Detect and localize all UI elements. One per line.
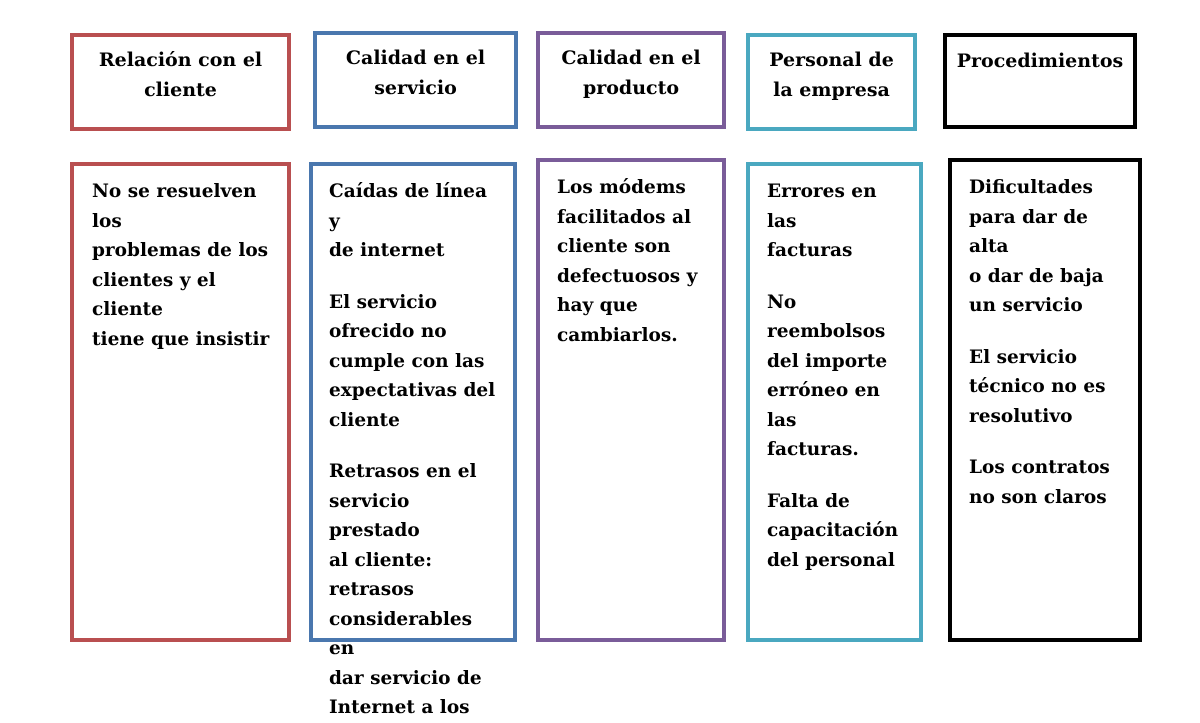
item-relacion-1: No se resuelven los problemas de los clientes y el cliente tiene que insistir <box>92 181 270 350</box>
header-label-calidad-producto: Calidad en el producto <box>561 47 701 99</box>
item-producto-1: Los módems facilitados al cliente son defectuosos y hay que cambiarlos. <box>557 177 698 346</box>
item-procedimientos-2: El servicio técnico no es resolutivo <box>969 346 1106 427</box>
item-personal-2: No reembolsos del importe erróneo en las facturas. <box>767 291 888 460</box>
body-box-calidad-servicio <box>309 162 517 718</box>
header-box-procedimientos <box>943 33 1137 129</box>
header-box-calidad-servicio <box>313 31 518 129</box>
item-procedimientos-3: Los contratos no son claros <box>969 457 1110 508</box>
item-personal-3: Falta de capacitación del personal <box>767 490 899 571</box>
header-label-calidad-servicio: Calidad en el servicio <box>345 47 486 99</box>
header-label-personal-empresa: Personal de la empresa <box>769 49 894 101</box>
header-box-calidad-producto <box>536 31 726 129</box>
item-servicio-3: Retrasos en el servicio prestado al cliente: retrasos considerables en dar servicio de Internet a los <box>329 461 482 718</box>
header-box-personal-empresa <box>746 33 917 131</box>
item-procedimientos-1: Dificultades para dar de alta o dar de baja un servicio <box>969 177 1104 316</box>
item-servicio-1: Caídas de línea y de internet <box>329 181 487 261</box>
header-box-relacion-cliente <box>70 33 291 131</box>
body-box-procedimientos <box>948 158 1142 642</box>
header-label-procedimientos: Procedimientos <box>956 50 1124 72</box>
body-box-calidad-producto <box>536 158 726 642</box>
header-label-relacion-cliente: Relación con el cliente <box>98 49 263 101</box>
item-personal-1: Errores en las facturas <box>767 181 877 261</box>
body-box-relacion-cliente <box>70 162 291 642</box>
item-servicio-2: El servicio ofrecido no cumple con las expectativas del cliente <box>329 291 496 431</box>
body-box-personal-empresa <box>746 162 923 642</box>
